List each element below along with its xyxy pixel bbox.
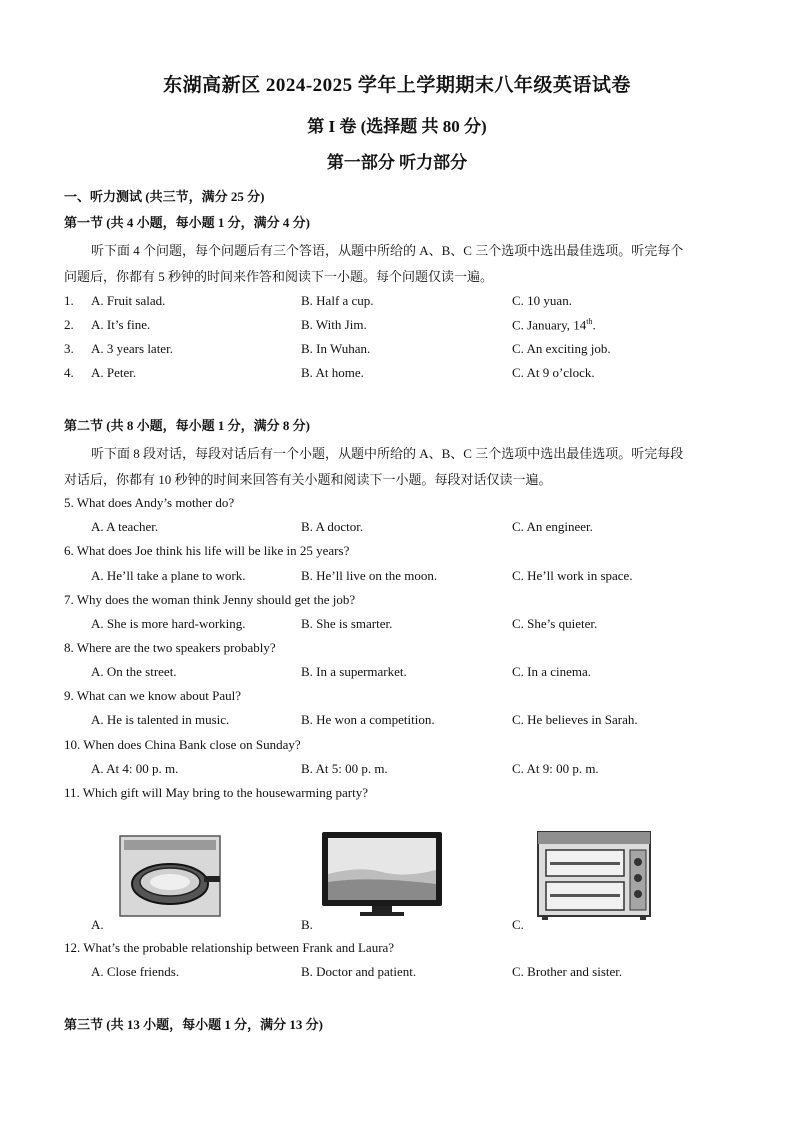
option-c: C. An engineer. xyxy=(512,519,593,534)
part-title: 第一部分 听力部分 xyxy=(326,153,468,172)
sub2-instruction-line1: 听下面 8 段对话，每段对话后有一个小题，从题中所给的 A、B、C 三个选项中选出最佳选项。听完每段 xyxy=(91,446,684,461)
oven-icon xyxy=(534,828,658,922)
question-number: 4. xyxy=(64,365,74,380)
option-b: B. At 5: 00 p. m. xyxy=(301,761,388,776)
option-b: B. In Wuhan. xyxy=(301,341,371,356)
option-b: B. Doctor and patient. xyxy=(301,964,417,979)
sub1-heading: 第一节 (共 4 小题，每小题 1 分，满分 4 分) xyxy=(64,215,310,230)
ordinal-suffix: th xyxy=(586,317,593,326)
option-c-label: C. xyxy=(512,917,524,932)
option-a: A. Close friends. xyxy=(91,964,180,979)
tv-icon xyxy=(320,830,444,918)
pan-icon xyxy=(114,832,224,920)
section-heading: 一、听力测试 (共三节，满分 25 分) xyxy=(64,189,265,204)
option-b: B. With Jim. xyxy=(301,317,367,332)
option-c: C. He’ll work in space. xyxy=(512,568,633,583)
option-a: A. At 4: 00 p. m. xyxy=(91,761,179,776)
option-c: C. Brother and sister. xyxy=(512,964,623,979)
option-b: B. In a supermarket. xyxy=(301,664,407,679)
option-c: C. 10 yuan. xyxy=(512,293,572,308)
option-c: C. He believes in Sarah. xyxy=(512,712,638,727)
option-b: B. She is smarter. xyxy=(301,616,393,631)
question-stem: 10. When does China Bank close on Sunday? xyxy=(64,737,301,752)
option-a: A. Fruit salad. xyxy=(91,293,166,308)
option-c-end: . xyxy=(592,317,596,333)
question-number: 1. xyxy=(64,293,74,308)
sub2-heading: 第二节 (共 8 小题，每小题 1 分，满分 8 分) xyxy=(64,418,310,433)
option-c xyxy=(512,317,596,333)
sub1-instruction-line2: 问题后，你都有 5 秒钟的时间来作答和阅读下一小题。每个问题仅读一遍。 xyxy=(64,269,494,284)
option-a: A. Peter. xyxy=(91,365,137,380)
option-a: A. A teacher. xyxy=(91,519,159,534)
option-c: C. At 9 o’clock. xyxy=(512,365,595,380)
option-a: A. He is talented in music. xyxy=(91,712,230,727)
option-a: A. She is more hard-working. xyxy=(91,616,246,631)
option-a: A. On the street. xyxy=(91,664,177,679)
option-c: C. In a cinema. xyxy=(512,664,592,679)
question-number: 3. xyxy=(64,341,74,356)
exam-title: 东湖高新区 2024-2025 学年上学期期末八年级英语试卷 xyxy=(163,75,631,96)
question-stem: 11. Which gift will May bring to the housewarming party? xyxy=(64,785,368,800)
option-b: B. At home. xyxy=(301,365,364,380)
option-a-label: A. xyxy=(91,917,104,932)
option-b: B. A doctor. xyxy=(301,519,364,534)
option-c: C. At 9: 00 p. m. xyxy=(512,761,599,776)
sub1-instruction-line1: 听下面 4 个问题，每个问题后有三个答语，从题中所给的 A、B、C 三个选项中选出最佳选项。听完每个 xyxy=(91,243,684,258)
option-c: C. An exciting job. xyxy=(512,341,611,356)
question-stem: 7. Why does the woman think Jenny should get the job? xyxy=(64,592,356,607)
question-stem: 9. What can we know about Paul? xyxy=(64,688,242,703)
question-number: 2. xyxy=(64,317,74,332)
question-stem: 6. What does Joe think his life will be like in 25 years? xyxy=(64,543,350,558)
option-b: B. Half a cup. xyxy=(301,293,374,308)
question-stem: 5. What does Andy’s mother do? xyxy=(64,495,235,510)
option-b: B. He’ll live on the moon. xyxy=(301,568,438,583)
sub3-heading: 第三节 (共 13 小题，每小题 1 分，满分 13 分) xyxy=(64,1017,323,1032)
option-a: A. 3 years later. xyxy=(91,341,173,356)
option-b-label: B. xyxy=(301,917,313,932)
option-c: C. She’s quieter. xyxy=(512,616,598,631)
volume-title: 第 I 卷 (选择题 共 80 分) xyxy=(307,117,487,136)
option-a: A. It’s fine. xyxy=(91,317,151,332)
sub2-instruction-line2: 对话后，你都有 10 秒钟的时间来回答有关小题和阅读下一小题。每段对话仅读一遍。 xyxy=(64,472,552,487)
question-stem: 8. Where are the two speakers probably? xyxy=(64,640,276,655)
question-stem: 12. What’s the probable relationship between Frank and Laura? xyxy=(64,940,395,955)
option-a: A. He’ll take a plane to work. xyxy=(91,568,246,583)
option-b: B. He won a competition. xyxy=(301,712,435,727)
option-c-text: C. January, 14 xyxy=(512,317,587,333)
